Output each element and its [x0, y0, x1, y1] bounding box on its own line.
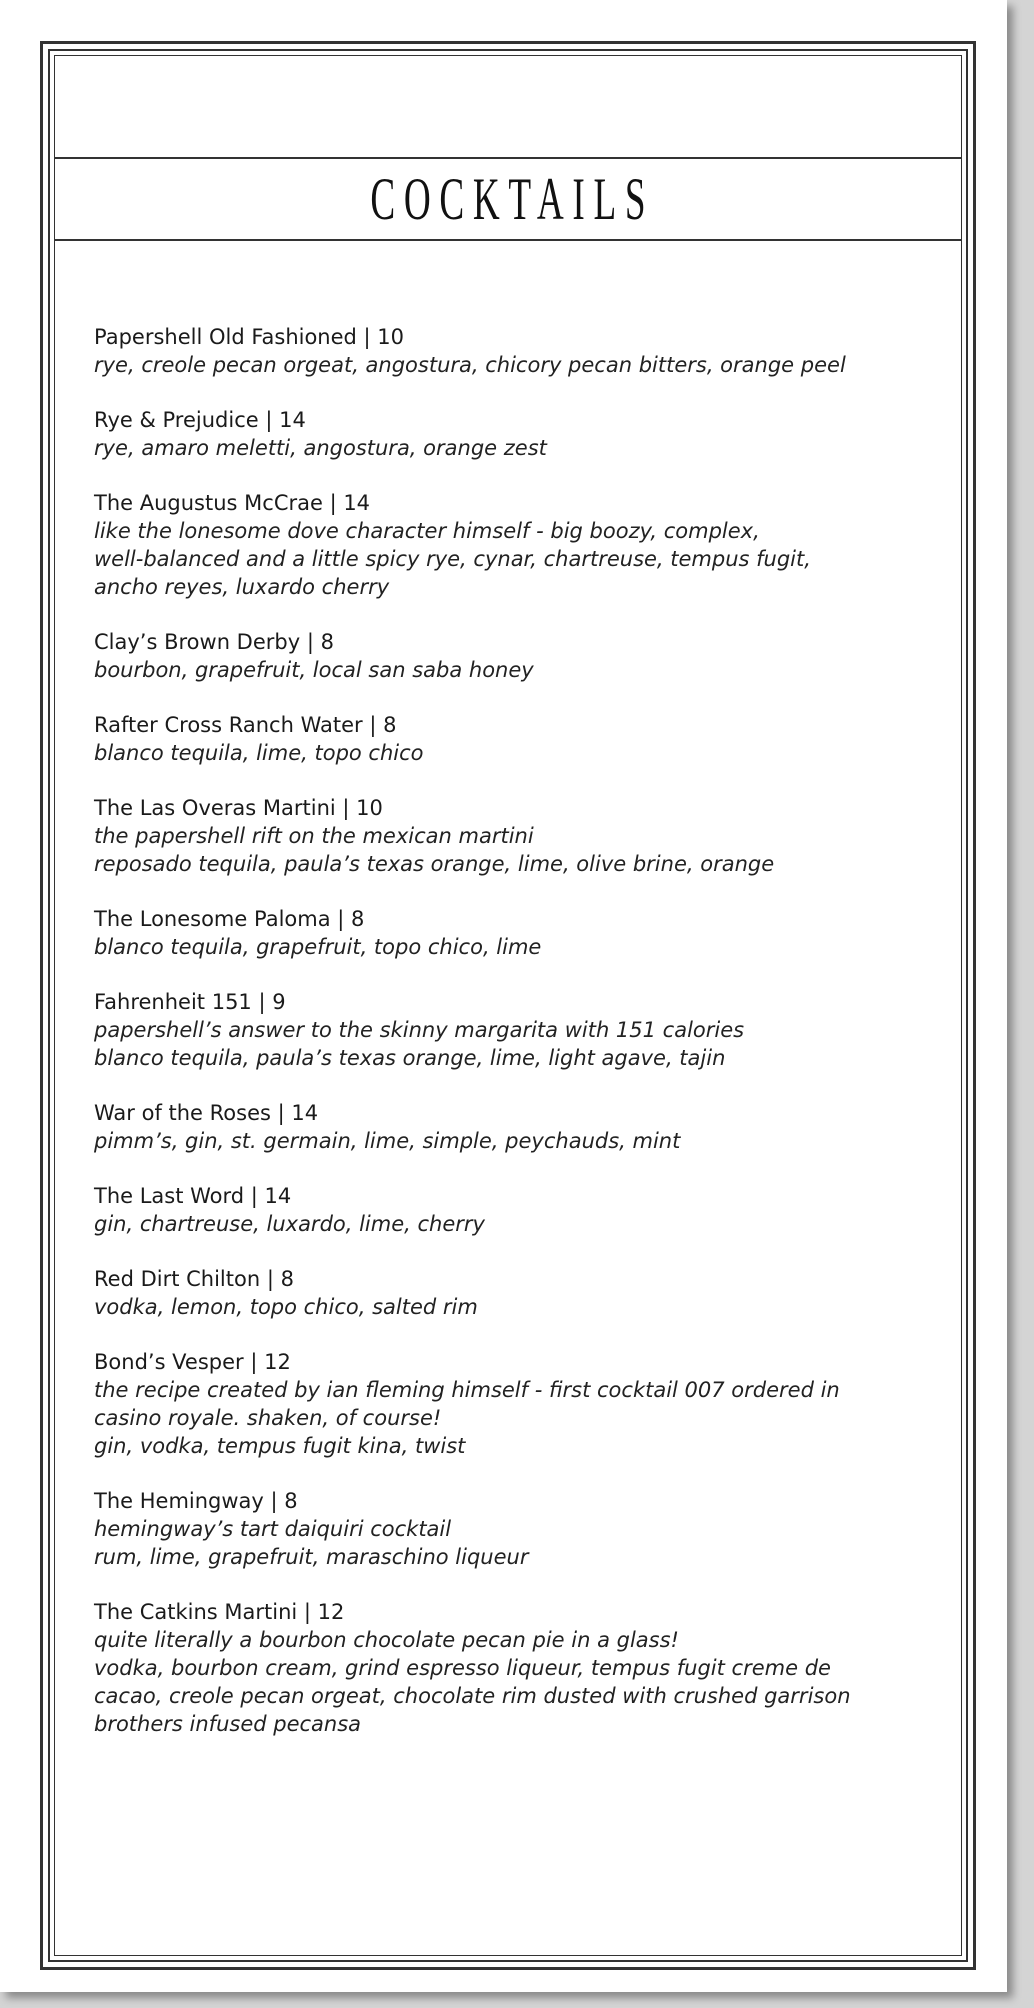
menu-item-description: like the lonesome dove character himself - big boozy, complex,: [94, 519, 760, 543]
menu-item-description: quite literally a bourbon chocolate pecan pie in a glass!: [94, 1628, 679, 1652]
menu-item-name: Rafter Cross Ranch Water | 8: [94, 713, 397, 737]
menu-item-description: brothers infused pecansa: [94, 1712, 362, 1736]
menu-item: [94, 489, 914, 601]
menu-item: [94, 905, 914, 961]
menu-item-name: Red Dirt Chilton | 8: [94, 1267, 294, 1291]
menu-item-description: rum, lime, grapefruit, maraschino liqueur: [94, 1545, 529, 1569]
menu-item-name: The Lonesome Paloma | 8: [94, 907, 365, 931]
menu-item: [94, 628, 914, 684]
menu-item-description: papershell’s answer to the skinny margarita with 151 calories: [94, 1018, 745, 1042]
menu-item-description: reposado tequila, paula’s texas orange, lime, olive brine, orange: [94, 852, 775, 876]
menu-item-name: The Las Overas Martini | 10: [94, 796, 383, 820]
menu-item-name: War of the Roses | 14: [94, 1101, 319, 1125]
menu-item-description: the papershell rift on the mexican martini: [94, 824, 534, 848]
menu-item: [94, 1182, 914, 1238]
menu-item-description: blanco tequila, lime, topo chico: [94, 741, 424, 765]
menu-item: [94, 323, 914, 379]
menu-item-description: blanco tequila, paula’s texas orange, lime, light agave, tajin: [94, 1046, 726, 1070]
menu-item-name: Clay’s Brown Derby | 8: [94, 630, 334, 654]
cocktail-list: [94, 323, 914, 1765]
menu-item-name: Fahrenheit 151 | 9: [94, 990, 286, 1014]
menu-item-description: gin, chartreuse, luxardo, lime, cherry: [94, 1212, 485, 1236]
title-band: [55, 157, 961, 241]
menu-item-description: vodka, bourbon cream, grind espresso liqueur, tempus fugit creme de: [94, 1656, 831, 1680]
page-title: COCKTAILS: [370, 166, 655, 232]
menu-item: [94, 794, 914, 878]
menu-item-name: Bond’s Vesper | 12: [94, 1350, 291, 1374]
menu-item-name: Rye & Prejudice | 14: [94, 408, 306, 432]
menu-item-description: vodka, lemon, topo chico, salted rim: [94, 1295, 478, 1319]
menu-item: [94, 406, 914, 462]
menu-item-description: blanco tequila, grapefruit, topo chico, lime: [94, 935, 542, 959]
menu-item-description: rye, amaro meletti, angostura, orange zest: [94, 436, 547, 460]
menu-item-description: bourbon, grapefruit, local san saba honey: [94, 658, 534, 682]
menu-item-description: hemingway’s tart daiquiri cocktail: [94, 1517, 452, 1541]
menu-item-name: The Catkins Martini | 12: [94, 1600, 345, 1624]
menu-item: [94, 1348, 914, 1460]
menu-item-name: The Augustus McCrae | 14: [94, 491, 371, 515]
menu-item: [94, 1099, 914, 1155]
menu-item-name: The Last Word | 14: [94, 1184, 292, 1208]
menu-item-description: cacao, creole pecan orgeat, chocolate rim dusted with crushed garrison: [94, 1684, 851, 1708]
menu-item: [94, 711, 914, 767]
menu-item-name: The Hemingway | 8: [94, 1489, 298, 1513]
menu-item-description: the recipe created by ian fleming himself - first cocktail 007 ordered in: [94, 1378, 840, 1402]
menu-item: [94, 988, 914, 1072]
menu-item-description: pimm’s, gin, st. germain, lime, simple, peychauds, mint: [94, 1129, 681, 1153]
menu-item-description: gin, vodka, tempus fugit kina, twist: [94, 1434, 466, 1458]
menu-item-description: casino royale. shaken, of course!: [94, 1406, 442, 1430]
menu-item: [94, 1265, 914, 1321]
menu-item-description: ancho reyes, luxardo cherry: [94, 575, 390, 599]
menu-item: [94, 1598, 914, 1738]
menu-item-name: Papershell Old Fashioned | 10: [94, 325, 405, 349]
menu-item-description: well-balanced and a little spicy rye, cynar, chartreuse, tempus fugit,: [94, 547, 811, 571]
menu-item-description: rye, creole pecan orgeat, angostura, chicory pecan bitters, orange peel: [94, 353, 846, 377]
menu-item: [94, 1487, 914, 1571]
